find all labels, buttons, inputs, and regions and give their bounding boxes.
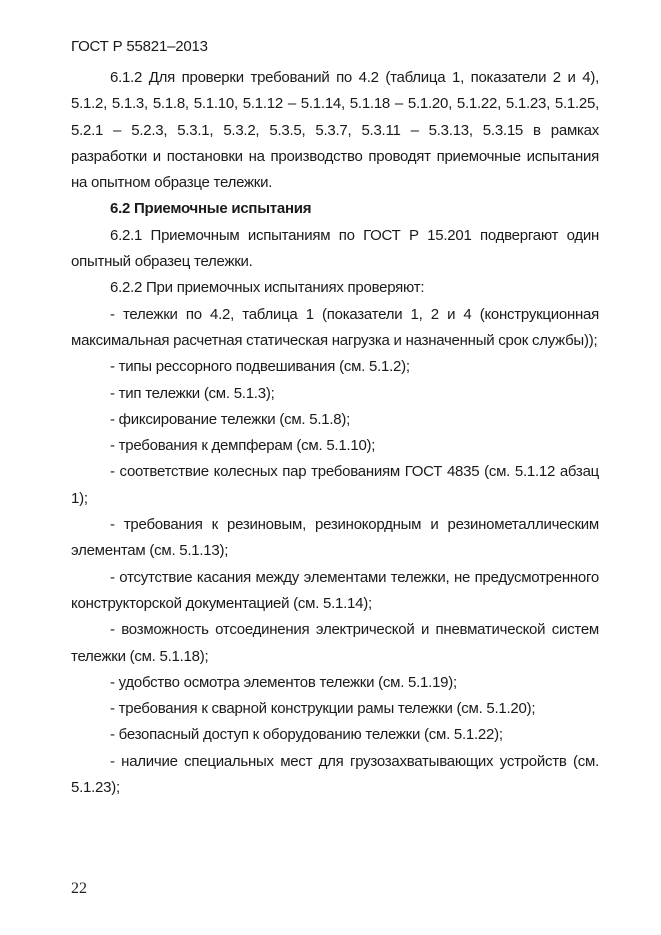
paragraph-6-2-1: 6.2.1 Приемочным испытаниям по ГОСТ Р 15.201 подвергают один опытный образец тележки. [71, 226, 599, 271]
checklist-item: - требования к демпферам (см. 5.1.10); [110, 437, 376, 455]
checklist-item: - возможность отсоединения электрической и пневматической систем тележки (см. 5.1.18); [71, 621, 599, 665]
checklist-item: - требования к сварной конструкции рамы тележки (см. 5.1.20); [110, 700, 536, 718]
section-heading-6-2: 6.2 Приемочные испытания [110, 200, 312, 218]
checklist-item: - безопасный доступ к оборудованию тележки (см. 5.1.22); [110, 726, 503, 744]
paragraph-6-2-2: 6.2.2 При приемочных испытаниях проверяют: [110, 279, 425, 297]
paragraph-6-1-2: 6.1.2 Для проверки требований по 4.2 (таблица 1, показатели 2 и 4), 5.1.2, 5.1.3, 5.1.8, 5.1.10, 5.1.12 – 5.1.14, 5.1.18 – 5.1.20, 5.1.22, 5.1.23, 5.1.25, 5.2.1 – 5.2.3, 5.3.1, 5.3.2, 5.3.5, 5.3.7, 5.3.11 – 5.3.13, 5.3.15 в рамках разработки и постановки на производство проводят приемочные испытания на опытном образце тележки. [71, 69, 599, 192]
checklist-item: - тип тележки (см. 5.1.3); [110, 384, 275, 402]
checklist-item: - требования к резиновым, резинокордным и резинометаллическим элементам (см. 5.1.13); [71, 516, 599, 560]
page-content [71, 65, 599, 801]
page-number: 22 [71, 880, 87, 897]
checklist-item: - тележки по 4.2, таблица 1 (показатели 1, 2 и 4 (конструкционная максимальная расчетная статическая нагрузка и назначенный срок службы)); [71, 305, 599, 349]
checklist-item: - соответствие колесных пар требованиям ГОСТ 4835 (см. 5.1.12 абзац 1); [71, 463, 599, 507]
checklist-item: - фиксирование тележки (см. 5.1.8); [110, 410, 351, 428]
checklist-item: - удобство осмотра элементов тележки (см. 5.1.19); [110, 673, 457, 691]
page-header-standard: ГОСТ Р 55821–2013 [71, 38, 208, 55]
checklist-item: - типы рессорного подвешивания (см. 5.1.2); [110, 358, 410, 376]
checklist-item: - наличие специальных мест для грузозахватывающих устройств (см. 5.1.23); [71, 752, 599, 797]
checklist-item: - отсутствие касания между элементами тележки, не предусмотренного конструкторской документацией (см. 5.1.14); [71, 568, 599, 612]
